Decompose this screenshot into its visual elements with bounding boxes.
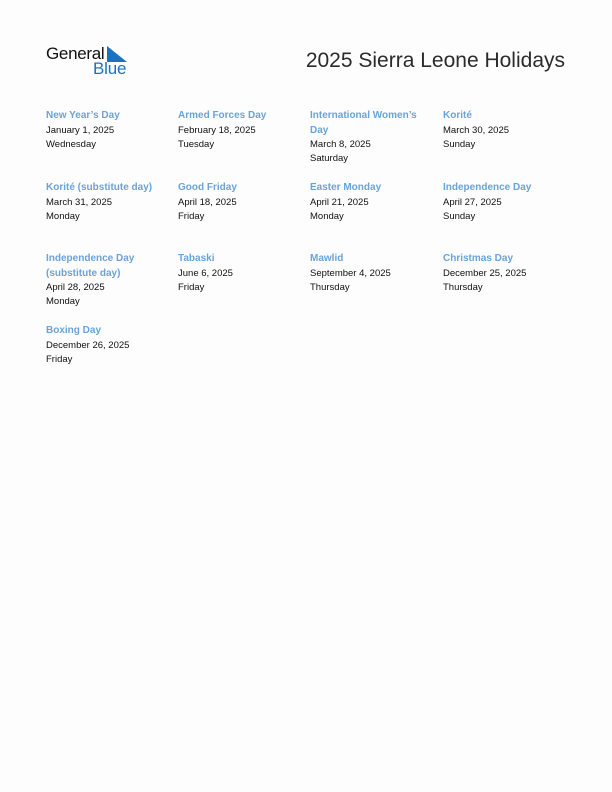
- holiday-name: Christmas Day: [443, 253, 514, 264]
- holiday-name: Tabaski: [178, 253, 215, 264]
- holiday-entry: [46, 109, 174, 152]
- holiday-date: February 18, 2025: [178, 124, 256, 136]
- holiday-date: March 8, 2025: [310, 139, 371, 150]
- holiday-date: April 27, 2025: [443, 196, 502, 208]
- holiday-name: New Year’s Day: [46, 110, 120, 121]
- holiday-entry: [310, 252, 438, 295]
- holiday-name: Boxing Day: [46, 325, 102, 336]
- holiday-weekday: Monday: [46, 296, 80, 307]
- holiday-entry: [310, 109, 436, 166]
- holiday-name: Good Friday: [178, 182, 237, 193]
- generalblue-logo: [46, 44, 136, 80]
- holiday-weekday: Monday: [46, 210, 80, 222]
- holiday-weekday: Sunday: [443, 210, 476, 222]
- holiday-weekday: Friday: [178, 210, 205, 222]
- holiday-weekday: Wednesday: [46, 138, 96, 150]
- holiday-weekday: Friday: [46, 353, 73, 365]
- holiday-weekday: Sunday: [443, 138, 476, 150]
- logo-word-blue: Blue: [93, 59, 127, 78]
- holiday-weekday: Thursday: [443, 281, 483, 293]
- holiday-weekday: Tuesday: [178, 138, 215, 150]
- holiday-date: March 30, 2025: [443, 124, 510, 136]
- holiday-entry: [46, 181, 176, 224]
- holiday-entry: [443, 181, 571, 224]
- holiday-date: April 21, 2025: [310, 196, 369, 208]
- holiday-name: Korité (substitute day): [46, 182, 153, 193]
- holiday-entry: [178, 181, 306, 224]
- holiday-entry: [178, 109, 306, 152]
- holiday-name: Independence Day: [443, 182, 532, 193]
- holiday-name: Easter Monday: [310, 182, 382, 193]
- page-title: 2025 Sierra Leone Holidays: [305, 49, 565, 72]
- holiday-weekday: Saturday: [310, 153, 349, 164]
- logo-word-general: General: [46, 44, 105, 63]
- holiday-entry: [46, 324, 174, 367]
- holiday-entry: [178, 252, 306, 295]
- holiday-weekday: Friday: [178, 281, 205, 293]
- holiday-name: International Women’s Day: [310, 110, 417, 136]
- holiday-entry: [46, 252, 161, 309]
- holiday-name: Mawlid: [310, 253, 344, 264]
- holiday-entry: [310, 181, 438, 224]
- holiday-date: September 4, 2025: [310, 267, 391, 279]
- holiday-entry: [443, 252, 571, 295]
- holiday-date: December 26, 2025: [46, 339, 130, 351]
- holiday-name: Independence Day (substitute day): [46, 253, 135, 279]
- holiday-weekday: Monday: [310, 210, 344, 222]
- holiday-date: March 31, 2025: [46, 196, 113, 208]
- holiday-date: April 28, 2025: [46, 282, 105, 293]
- holiday-date: December 25, 2025: [443, 267, 527, 279]
- holiday-entry: [443, 109, 571, 152]
- holiday-date: April 18, 2025: [178, 196, 237, 208]
- holiday-name: Armed Forces Day: [178, 110, 267, 121]
- holiday-name: Korité: [443, 110, 472, 121]
- holiday-date: January 1, 2025: [46, 124, 115, 136]
- holiday-weekday: Thursday: [310, 281, 350, 293]
- holiday-date: June 6, 2025: [178, 267, 233, 279]
